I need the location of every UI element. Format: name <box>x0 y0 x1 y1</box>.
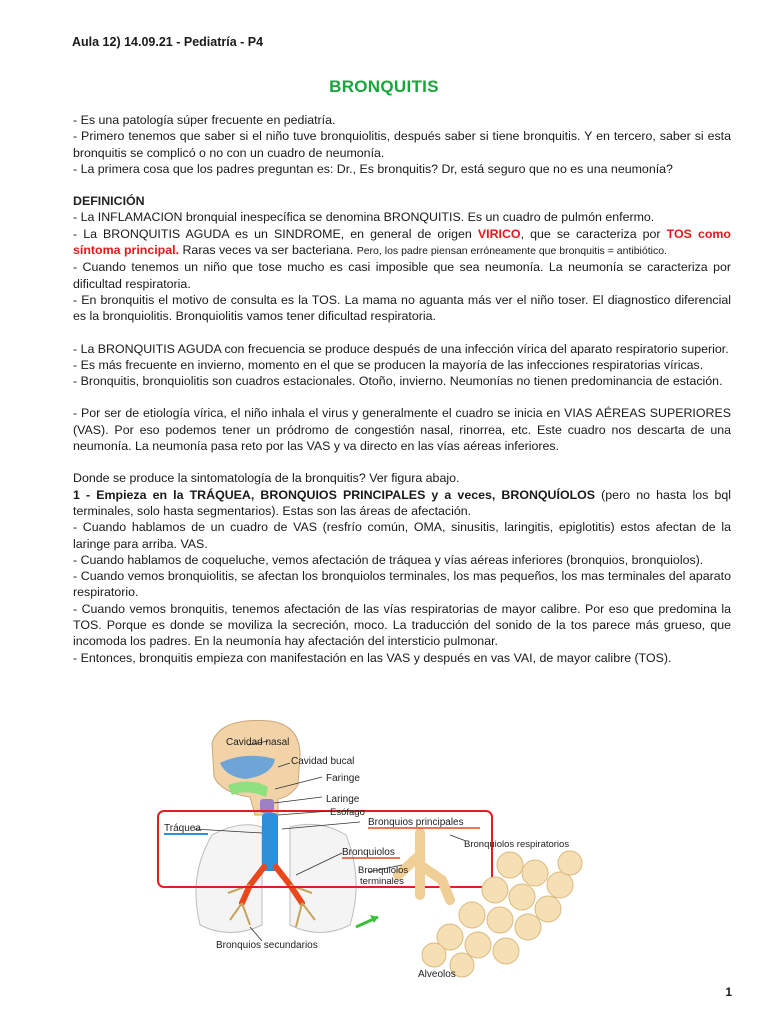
right-lung <box>290 824 356 932</box>
block2-line-1: - La BRONQUITIS AGUDA con frecuencia se produce después de una infección vírica del aparato respiratorio superior. <box>73 341 729 356</box>
intro-line-1: - Es una patología súper frecuente en pediatría. <box>73 113 336 127</box>
intro-line-3: - La primera cosa que los padres preguntan es: Dr., Es bronquitis? Dr, está seguro que no es una neumonía? <box>73 161 673 176</box>
page-number: 1 <box>725 985 732 999</box>
trachea <box>262 813 278 871</box>
label-bronquiolos-respiratorios: Bronquiolos respiratorios <box>464 839 570 850</box>
definition-p3: - Cuando tenemos un niño que tose mucho es casi imposible que sea neumonía. La neumonía se caracteriza por dificultad respiratoria. <box>73 260 731 291</box>
label-cavidad-bucal: Cavidad bucal <box>291 756 355 767</box>
definition-p1: - La INFLAMACION bronquial inespecífica se denomina BRONQUITIS. Es un cuadro de pulmón enfermo. <box>73 210 655 225</box>
definition-p2: - La BRONQUITIS AGUDA es un SINDROME, en general de origen VIRICO, que se caracteriza por TOS como síntoma principal. Raras veces va ser bacteriana. Pero, los padre piensan erróneamente que bronquitis = antibiótico. <box>73 226 731 258</box>
respiratory-anatomy-figure <box>150 715 600 985</box>
label-bronquios-principales: Bronquios principales <box>368 817 464 828</box>
definition-p4: - En bronquitis el motivo de consulta es la TOS. La mama no aguanta más ver el niño toser. El diagnostico diferencial es la bronquiolitis. Bronquiolitis vamos tener dificultad respiratoria. <box>73 292 731 324</box>
block4-item1: 1 - Empieza en la TRÁQUEA, BRONQUIOS PRINCIPALES y a veces, BRONQUÍOLOS (pero no hasta los bql terminales, solo hasta segmentarios). Estas son las áreas de afectación. <box>73 487 731 518</box>
label-faringe: Faringe <box>326 773 360 784</box>
block4-line-4: - Cuando vemos bronquitis, tenemos afectación de las vías respiratorias de mayor calibre. Por eso que predomina la TOS. Porque es donde se moviliza la secreción, moco. La traducción del sonido de la tos parece más grueso, que incomoda los padres. En la neumonía hay afectación del intersticio pulmonar. <box>73 601 731 649</box>
block4-line-1: - Cuando hablamos de un cuadro de VAS (resfrío común, OMA, sinusitis, laringitis, epiglotitis) estos afectan de la laringe para arriba. VAS. <box>73 520 731 551</box>
label-bronquiolos-terminales-2: terminales <box>360 876 404 887</box>
document-header: Aula 12) 14.09.21 - Pediatría - P4 <box>72 35 264 49</box>
label-bronquiolos-terminales-1: Bronquiolos <box>358 865 409 876</box>
label-bronquios-secundarios: Bronquios secundarios <box>216 940 318 951</box>
block4-line-2: - Cuando hablamos de coqueluche, vemos afectación de tráquea y vías aéreas inferiores (bronquios, bronquiolos). <box>73 552 704 567</box>
tos-highlight: TOS como síntoma principal. <box>73 226 731 258</box>
label-traquea: Tráquea <box>164 823 201 834</box>
block2-line-2: - Es más frecuente en invierno, momento en el que se producen la mayoría de las infecciones respiratorias víricas. <box>73 357 704 372</box>
block4-line-3: - Cuando vemos bronquiolitis, se afectan los bronquiolos terminales, los mas pequeños, los mas terminales del aparato respiratorio. <box>73 569 731 600</box>
virico-highlight: VIRICO <box>477 226 521 241</box>
label-laringe: Laringe <box>326 794 360 805</box>
document-body <box>73 112 731 666</box>
intro-line-2: - Primero tenemos que saber si el niño tuve bronquiolitis, después saber si tiene bronquitis. Y en tercero, saber si esta bronquitis se complicó o no con un cuadro de neumonía. <box>73 129 731 160</box>
label-alveolos: Alveolos <box>418 969 456 980</box>
definition-heading: DEFINICIÓN <box>73 194 145 209</box>
label-cavidad-nasal: Cavidad nasal <box>226 737 290 748</box>
alveoli-cluster <box>422 851 582 977</box>
block4-question: Donde se produce la sintomatología de la bronquitis? Ver figura abajo. <box>73 471 460 486</box>
anatomy-illustration <box>150 715 600 985</box>
label-bronquiolos: Bronquiolos <box>342 847 395 858</box>
label-esofago: Esófago <box>330 807 365 818</box>
block4-line-5: - Entonces, bronquitis empieza con manifestación en las VAS y después en vas VAI, de mayor calibre (TOS). <box>73 650 672 665</box>
page-title: BRONQUITIS <box>329 77 439 96</box>
block3-paragraph: - Por ser de etiología vírica, el niño inhala el virus y generalmente el cuadro se inicia en VIAS AÉREAS SUPERIORES (VAS). Por eso podemos tener un pródromo de congestión nasal, rinorrea, etc. Este cuadro nos descarta de una neumonía. La neumonía pasa reto por las VAS y va directo en las vías aéreas inferiores. <box>73 406 731 454</box>
block2-line-3: - Bronquitis, bronquiolitis son cuadros estacionales. Otoño, invierno. Neumonías no tienen predominancia de estación. <box>73 374 723 389</box>
